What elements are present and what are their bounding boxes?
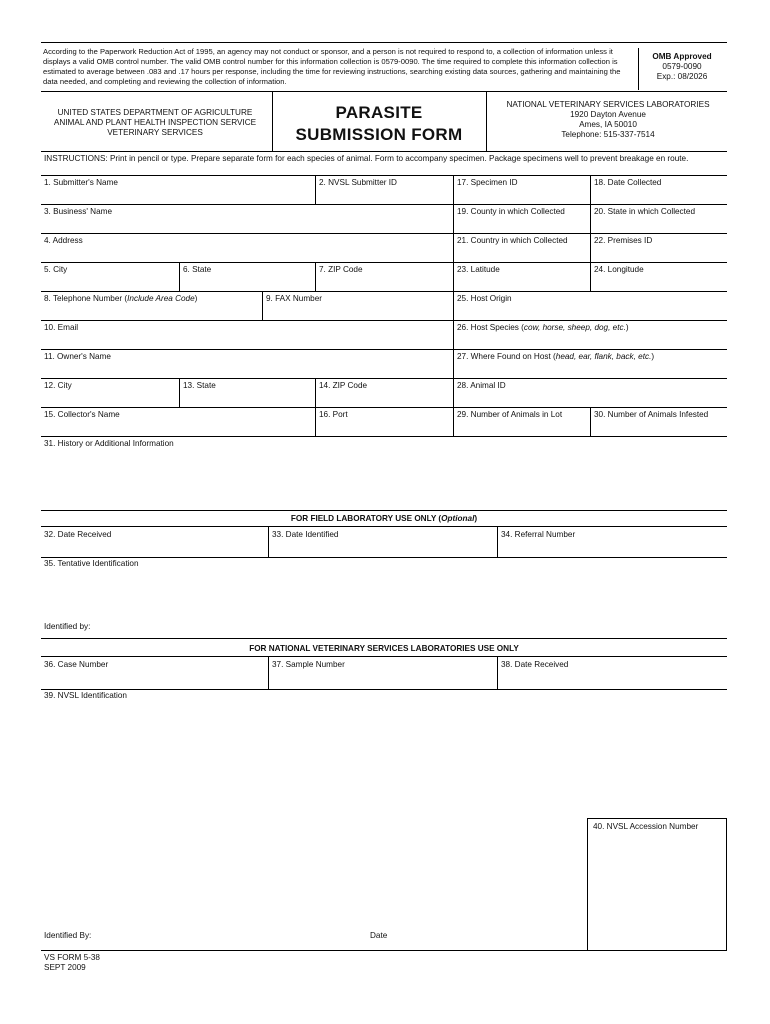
address-field[interactable]: 4. Address <box>44 236 83 245</box>
form-number: VS FORM 5-38 <box>44 953 100 962</box>
owner-city-field[interactable]: 12. City <box>44 381 72 390</box>
where-found-hint: head, ear, flank, back, etc. <box>555 352 652 361</box>
nvsl-date-label: Date <box>370 931 388 940</box>
animal-id-field[interactable]: 28. Animal ID <box>457 381 506 390</box>
animals-in-lot-field[interactable]: 29. Number of Animals in Lot <box>457 410 563 419</box>
nvsl-submitter-id-field[interactable]: 2. NVSL Submitter ID <box>319 178 397 187</box>
animals-infested-field[interactable]: 30. Number of Animals Infested <box>594 410 709 419</box>
form-title <box>276 102 482 146</box>
instructions: INSTRUCTIONS: Print in pencil or type. Prepare separate form for each species of animal. Form to accompany specimen. Package specimens well to prevent breakage en route. <box>44 154 689 163</box>
where-found-label: 27. Where Found on Host ( <box>457 352 556 361</box>
latitude-field[interactable]: 23. Latitude <box>457 265 500 274</box>
lab-street: 1920 Dayton Avenue <box>570 110 646 119</box>
agency-block <box>41 108 269 138</box>
telephone-label: 8. Telephone Number ( <box>44 294 128 303</box>
zip-code-field[interactable]: 7. ZIP Code <box>319 265 363 274</box>
telephone-hint: Include Area Code <box>127 294 195 303</box>
city-field[interactable]: 5. City <box>44 265 68 274</box>
field-identified-by-label: Identified by: <box>44 622 91 631</box>
host-species-label: 26. Host Species ( <box>457 323 524 332</box>
host-species-field[interactable] <box>457 323 629 333</box>
owner-name-field[interactable]: 11. Owner's Name <box>44 352 111 361</box>
nvsl-identification-field[interactable]: 39. NVSL Identification <box>44 691 127 700</box>
port-field[interactable]: 16. Port <box>319 410 348 419</box>
paperwork-notice: According to the Paperwork Reduction Act of 1995, an agency may not conduct or sponsor, and a person is not required to respond to, a collection of information unless it displays a valid OMB control number. The valid OMB control number for this information collection is 0579-0090. The time required to complete this information collection is estimated to average between .083 and .17 hours per response, including the time for reviewing instructions, searching existing data sources, gathering and maintaining the data needed, and completing and reviewing the collection of information. <box>43 47 621 86</box>
owner-zip-code-field[interactable]: 14. ZIP Code <box>319 381 368 390</box>
form-footer <box>44 953 100 973</box>
field-lab-heading-optional: Optional <box>441 514 475 523</box>
nvsl-accession-number-label: 40. NVSL Accession Number <box>593 822 699 831</box>
country-collected-field[interactable]: 21. Country in which Collected <box>457 236 568 245</box>
email-field[interactable]: 10. Email <box>44 323 79 332</box>
nvsl-date-received-field[interactable]: 38. Date Received <box>501 660 569 669</box>
date-received-field[interactable]: 32. Date Received <box>44 530 112 539</box>
owner-state-field[interactable]: 13. State <box>183 381 216 390</box>
host-species-label-end: ) <box>625 323 629 332</box>
agency-line-1: UNITED STATES DEPARTMENT OF AGRICULTURE <box>57 108 253 117</box>
submitter-name-field[interactable]: 1. Submitter's Name <box>44 178 118 187</box>
lab-city: Ames, IA 50010 <box>579 120 637 129</box>
telephone-number-field[interactable] <box>44 294 197 304</box>
telephone-label-end: ) <box>194 294 198 303</box>
lab-address-block <box>489 100 727 140</box>
omb-expiration: Exp.: 08/2026 <box>656 72 708 81</box>
county-collected-field[interactable]: 19. County in which Collected <box>457 207 565 216</box>
premises-id-field[interactable]: 22. Premises ID <box>594 236 653 245</box>
nvsl-accession-number-box[interactable] <box>587 818 727 951</box>
omb-number: 0579-0090 <box>662 62 702 71</box>
omb-approval-block <box>638 52 726 82</box>
host-origin-field[interactable]: 25. Host Origin <box>457 294 512 303</box>
date-collected-field[interactable]: 18. Date Collected <box>594 178 662 187</box>
longitude-field[interactable]: 24. Longitude <box>594 265 644 274</box>
form-title-line-2: SUBMISSION FORM <box>295 125 463 144</box>
collector-name-field[interactable]: 15. Collector's Name <box>44 410 120 419</box>
omb-approved-label: OMB Approved <box>652 52 712 61</box>
specimen-id-field[interactable]: 17. Specimen ID <box>457 178 518 187</box>
nvsl-identified-by-label: Identified By: <box>44 931 92 940</box>
referral-number-field[interactable]: 34. Referral Number <box>501 530 576 539</box>
nvsl-heading: FOR NATIONAL VETERINARY SERVICES LABORATORIES USE ONLY <box>249 644 519 653</box>
sample-number-field[interactable]: 37. Sample Number <box>272 660 345 669</box>
field-lab-heading-end: ) <box>474 514 478 523</box>
where-found-on-host-field[interactable] <box>457 352 654 362</box>
agency-line-3: VETERINARY SERVICES <box>107 128 203 137</box>
history-additional-info-field[interactable]: 31. History or Additional Information <box>44 439 174 448</box>
form-title-line-1: PARASITE <box>335 103 423 122</box>
where-found-label-end: ) <box>651 352 655 361</box>
lab-phone: Telephone: 515-337-7514 <box>561 130 655 139</box>
state-field[interactable]: 6. State <box>183 265 212 274</box>
host-species-hint: cow, horse, sheep, dog, etc. <box>523 323 626 332</box>
field-lab-heading-text: FOR FIELD LABORATORY USE ONLY ( <box>290 514 442 523</box>
form-date: SEPT 2009 <box>44 963 86 972</box>
state-collected-field[interactable]: 20. State in which Collected <box>594 207 696 216</box>
agency-line-2: ANIMAL AND PLANT HEALTH INSPECTION SERVICE <box>53 118 257 127</box>
tentative-identification-field[interactable]: 35. Tentative Identification <box>44 559 139 568</box>
fax-number-field[interactable]: 9. FAX Number <box>266 294 322 303</box>
business-name-field[interactable]: 3. Business' Name <box>44 207 113 216</box>
lab-name: NATIONAL VETERINARY SERVICES LABORATORIES <box>506 100 710 109</box>
case-number-field[interactable]: 36. Case Number <box>44 660 109 669</box>
field-lab-heading <box>41 514 727 524</box>
date-identified-field[interactable]: 33. Date Identified <box>272 530 339 539</box>
